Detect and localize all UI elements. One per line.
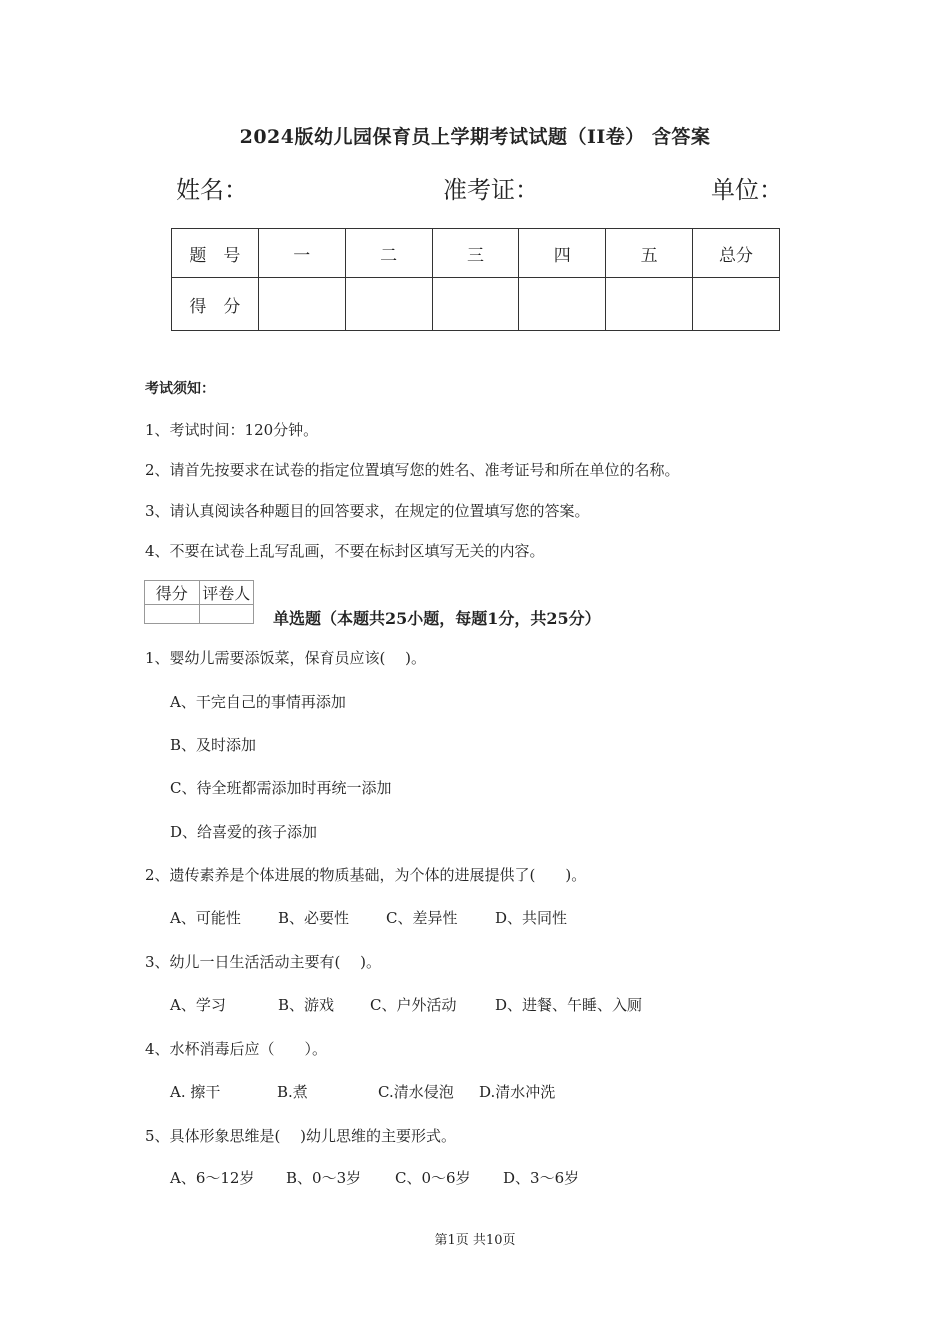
name-label: 姓名：: [176, 176, 248, 204]
score-row-label: 得 分: [172, 278, 259, 331]
score-table-header-cell: 一: [258, 229, 345, 278]
score-table-header-cell: 四: [519, 229, 606, 278]
notice-item: 4、不要在试卷上乱写乱画，不要在标封区填写无关的内容。: [145, 542, 545, 560]
score-cell[interactable]: [519, 278, 606, 331]
question-option[interactable]: A、干完自己的事情再添加: [170, 693, 346, 711]
grader-box: [144, 580, 254, 624]
score-cell[interactable]: [693, 278, 780, 331]
unit-label: 单位：: [711, 176, 783, 204]
question-option[interactable]: C、0～6岁: [395, 1169, 471, 1187]
question-option[interactable]: D、给喜爱的孩子添加: [170, 823, 318, 841]
question-option[interactable]: C、差异性: [386, 909, 458, 927]
score-table-score-row: [172, 278, 780, 331]
question-option[interactable]: B、及时添加: [170, 736, 257, 754]
question-stem: 5、具体形象思维是( )幼儿思维的主要形式。: [145, 1127, 457, 1145]
section-heading: 单选题（本题共25小题，每题1分，共25分）: [273, 609, 601, 628]
score-table-header-cell: 二: [345, 229, 432, 278]
score-cell[interactable]: [345, 278, 432, 331]
score-table-header-row: [172, 229, 780, 278]
score-table-header-cell: 总分: [693, 229, 780, 278]
question-option[interactable]: D、共同性: [495, 909, 568, 927]
notice-item: 3、请认真阅读各种题目的回答要求，在规定的位置填写您的答案。: [145, 502, 590, 520]
exam-id-label: 准考证：: [443, 176, 539, 204]
score-table-header-cell: 五: [606, 229, 693, 278]
score-table-header-cell: 题 号: [172, 229, 259, 278]
question-option[interactable]: D、进餐、午睡、入厕: [495, 996, 643, 1014]
question-option[interactable]: B.煮: [277, 1083, 308, 1101]
question-option[interactable]: C.清水侵泡: [378, 1083, 454, 1101]
question-stem: 4、水杯消毒后应（ ）。: [145, 1040, 328, 1058]
grader-score-cell[interactable]: [145, 605, 200, 624]
score-table-header-cell: 三: [432, 229, 519, 278]
question-stem: 1、婴幼儿需要添饭菜，保育员应该( )。: [145, 649, 427, 667]
score-cell[interactable]: [606, 278, 693, 331]
question-option[interactable]: A、学习: [170, 996, 226, 1014]
score-cell[interactable]: [258, 278, 345, 331]
candidate-info-row: [0, 170, 950, 204]
notice-item: 1、考试时间：120分钟。: [145, 421, 319, 439]
question-option[interactable]: C、待全班都需添加时再统一添加: [170, 779, 392, 797]
question-stem: 3、幼儿一日生活活动主要有( )。: [145, 953, 382, 971]
grader-name-cell[interactable]: [199, 605, 254, 624]
grader-score-label: 得分: [145, 581, 200, 605]
question-stem: 2、遗传素养是个体进展的物质基础，为个体的进展提供了( )。: [145, 866, 587, 884]
grader-name-label: 评卷人: [199, 581, 254, 605]
question-option[interactable]: B、0～3岁: [286, 1169, 362, 1187]
document-title: 2024版幼儿园保育员上学期考试试题（II卷） 含答案: [239, 126, 711, 148]
page-footer: 第1页 共10页: [434, 1233, 516, 1248]
question-option[interactable]: D.清水冲洗: [479, 1083, 556, 1101]
question-option[interactable]: A、6～12岁: [170, 1169, 255, 1187]
question-option[interactable]: B、必要性: [278, 909, 350, 927]
score-table: [171, 228, 780, 331]
question-option[interactable]: A、可能性: [170, 909, 241, 927]
question-option[interactable]: B、游戏: [278, 996, 335, 1014]
question-option[interactable]: A. 擦干: [170, 1083, 221, 1101]
notice-heading: 考试须知：: [145, 381, 215, 397]
notice-item: 2、请首先按要求在试卷的指定位置填写您的姓名、准考证号和所在单位的名称。: [145, 461, 680, 479]
question-option[interactable]: C、户外活动: [370, 996, 457, 1014]
question-option[interactable]: D、3～6岁: [503, 1169, 580, 1187]
score-cell[interactable]: [432, 278, 519, 331]
